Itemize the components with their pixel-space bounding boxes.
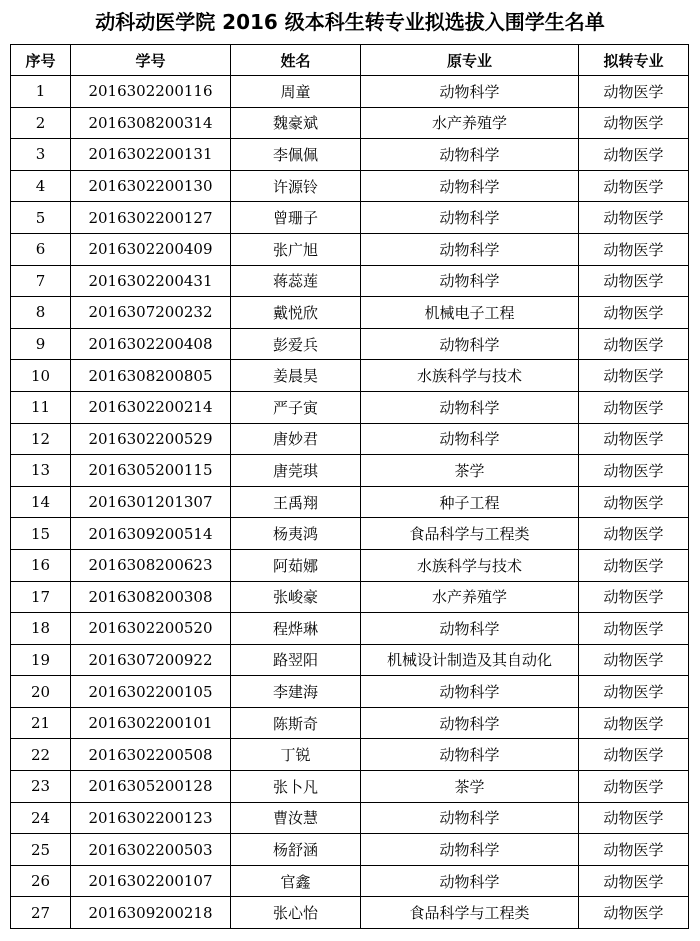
cell-original-major: 水族科学与技术 bbox=[361, 360, 579, 392]
cell-target-major: 动物医学 bbox=[579, 549, 689, 581]
cell-seq: 22 bbox=[11, 739, 71, 771]
cell-name: 程烨琳 bbox=[231, 613, 361, 645]
cell-target-major: 动物医学 bbox=[579, 771, 689, 803]
table-row bbox=[11, 771, 689, 803]
cell-target-major: 动物医学 bbox=[579, 739, 689, 771]
cell-name: 蒋蕊莲 bbox=[231, 265, 361, 297]
table-row bbox=[11, 581, 689, 613]
cell-student-id: 2016307200232 bbox=[71, 297, 231, 329]
page-title: 动科动医学院 2016 级本科生转专业拟选拔入围学生名单 bbox=[95, 10, 605, 34]
cell-original-major: 动物科学 bbox=[361, 739, 579, 771]
cell-name: 张卜凡 bbox=[231, 771, 361, 803]
cell-student-id: 2016302200529 bbox=[71, 423, 231, 455]
cell-original-major: 水族科学与技术 bbox=[361, 549, 579, 581]
cell-student-id: 2016302200508 bbox=[71, 739, 231, 771]
cell-seq: 6 bbox=[11, 233, 71, 265]
cell-name: 曾珊子 bbox=[231, 202, 361, 234]
cell-seq: 16 bbox=[11, 549, 71, 581]
cell-student-id: 2016302200123 bbox=[71, 802, 231, 834]
table-row bbox=[11, 834, 689, 866]
table-row bbox=[11, 676, 689, 708]
cell-seq: 13 bbox=[11, 455, 71, 487]
cell-target-major: 动物医学 bbox=[579, 865, 689, 897]
table-row bbox=[11, 107, 689, 139]
cell-original-major: 食品科学与工程类 bbox=[361, 897, 579, 929]
cell-original-major: 机械设计制造及其自动化 bbox=[361, 644, 579, 676]
cell-original-major: 动物科学 bbox=[361, 233, 579, 265]
cell-student-id: 2016302200101 bbox=[71, 707, 231, 739]
cell-target-major: 动物医学 bbox=[579, 676, 689, 708]
cell-original-major: 动物科学 bbox=[361, 170, 579, 202]
cell-target-major: 动物医学 bbox=[579, 391, 689, 423]
table-row bbox=[11, 360, 689, 392]
cell-target-major: 动物医学 bbox=[579, 233, 689, 265]
cell-target-major: 动物医学 bbox=[579, 802, 689, 834]
cell-name: 许源铃 bbox=[231, 170, 361, 202]
table-row bbox=[11, 518, 689, 550]
cell-target-major: 动物医学 bbox=[579, 297, 689, 329]
cell-target-major: 动物医学 bbox=[579, 107, 689, 139]
table-row bbox=[11, 139, 689, 171]
cell-original-major: 动物科学 bbox=[361, 613, 579, 645]
cell-name: 严子寅 bbox=[231, 391, 361, 423]
cell-student-id: 2016308200805 bbox=[71, 360, 231, 392]
table-row bbox=[11, 297, 689, 329]
cell-student-id: 2016308200314 bbox=[71, 107, 231, 139]
cell-target-major: 动物医学 bbox=[579, 897, 689, 929]
cell-seq: 18 bbox=[11, 613, 71, 645]
cell-target-major: 动物医学 bbox=[579, 328, 689, 360]
cell-target-major: 动物医学 bbox=[579, 707, 689, 739]
cell-name: 陈斯奇 bbox=[231, 707, 361, 739]
table-row bbox=[11, 170, 689, 202]
cell-student-id: 2016308200308 bbox=[71, 581, 231, 613]
cell-student-id: 2016302200431 bbox=[71, 265, 231, 297]
cell-original-major: 动物科学 bbox=[361, 391, 579, 423]
cell-original-major: 动物科学 bbox=[361, 76, 579, 108]
cell-seq: 19 bbox=[11, 644, 71, 676]
table-row bbox=[11, 455, 689, 487]
cell-target-major: 动物医学 bbox=[579, 170, 689, 202]
cell-original-major: 茶学 bbox=[361, 771, 579, 803]
cell-student-id: 2016302200214 bbox=[71, 391, 231, 423]
cell-seq: 23 bbox=[11, 771, 71, 803]
header-name: 姓名 bbox=[231, 45, 361, 76]
table-row bbox=[11, 897, 689, 929]
cell-name: 杨夷鸿 bbox=[231, 518, 361, 550]
cell-student-id: 2016307200922 bbox=[71, 644, 231, 676]
cell-student-id: 2016302200105 bbox=[71, 676, 231, 708]
cell-name: 官鑫 bbox=[231, 865, 361, 897]
cell-seq: 21 bbox=[11, 707, 71, 739]
cell-original-major: 动物科学 bbox=[361, 265, 579, 297]
cell-seq: 11 bbox=[11, 391, 71, 423]
cell-target-major: 动物医学 bbox=[579, 139, 689, 171]
table-row bbox=[11, 549, 689, 581]
cell-name: 曹汝慧 bbox=[231, 802, 361, 834]
cell-student-id: 2016305200128 bbox=[71, 771, 231, 803]
cell-seq: 9 bbox=[11, 328, 71, 360]
cell-original-major: 食品科学与工程类 bbox=[361, 518, 579, 550]
cell-target-major: 动物医学 bbox=[579, 76, 689, 108]
cell-student-id: 2016301201307 bbox=[71, 486, 231, 518]
cell-name: 周童 bbox=[231, 76, 361, 108]
cell-original-major: 动物科学 bbox=[361, 423, 579, 455]
cell-student-id: 2016302200408 bbox=[71, 328, 231, 360]
cell-name: 李建海 bbox=[231, 676, 361, 708]
cell-name: 路翌阳 bbox=[231, 644, 361, 676]
cell-original-major: 动物科学 bbox=[361, 139, 579, 171]
cell-student-id: 2016302200503 bbox=[71, 834, 231, 866]
cell-student-id: 2016302200409 bbox=[71, 233, 231, 265]
header-original-major: 原专业 bbox=[361, 45, 579, 76]
table-row bbox=[11, 233, 689, 265]
cell-original-major: 动物科学 bbox=[361, 802, 579, 834]
cell-seq: 27 bbox=[11, 897, 71, 929]
cell-name: 张广旭 bbox=[231, 233, 361, 265]
cell-seq: 8 bbox=[11, 297, 71, 329]
table-row bbox=[11, 739, 689, 771]
table-row bbox=[11, 391, 689, 423]
cell-seq: 15 bbox=[11, 518, 71, 550]
cell-seq: 2 bbox=[11, 107, 71, 139]
cell-target-major: 动物医学 bbox=[579, 644, 689, 676]
cell-seq: 1 bbox=[11, 76, 71, 108]
cell-seq: 4 bbox=[11, 170, 71, 202]
table-row bbox=[11, 202, 689, 234]
cell-name: 张心怡 bbox=[231, 897, 361, 929]
cell-target-major: 动物医学 bbox=[579, 265, 689, 297]
cell-seq: 12 bbox=[11, 423, 71, 455]
cell-student-id: 2016302200131 bbox=[71, 139, 231, 171]
cell-seq: 26 bbox=[11, 865, 71, 897]
cell-original-major: 茶学 bbox=[361, 455, 579, 487]
cell-seq: 17 bbox=[11, 581, 71, 613]
cell-target-major: 动物医学 bbox=[579, 423, 689, 455]
cell-target-major: 动物医学 bbox=[579, 581, 689, 613]
cell-name: 彭爱兵 bbox=[231, 328, 361, 360]
cell-seq: 5 bbox=[11, 202, 71, 234]
cell-seq: 14 bbox=[11, 486, 71, 518]
cell-name: 阿茹娜 bbox=[231, 549, 361, 581]
cell-target-major: 动物医学 bbox=[579, 455, 689, 487]
header-student-id: 学号 bbox=[71, 45, 231, 76]
cell-student-id: 2016302200127 bbox=[71, 202, 231, 234]
cell-name: 李佩佩 bbox=[231, 139, 361, 171]
cell-name: 姜晨昊 bbox=[231, 360, 361, 392]
cell-original-major: 动物科学 bbox=[361, 834, 579, 866]
cell-name: 张峻豪 bbox=[231, 581, 361, 613]
cell-student-id: 2016305200115 bbox=[71, 455, 231, 487]
table-row bbox=[11, 802, 689, 834]
cell-original-major: 动物科学 bbox=[361, 707, 579, 739]
header-target-major: 拟转专业 bbox=[579, 45, 689, 76]
cell-target-major: 动物医学 bbox=[579, 360, 689, 392]
cell-original-major: 种子工程 bbox=[361, 486, 579, 518]
cell-seq: 25 bbox=[11, 834, 71, 866]
cell-target-major: 动物医学 bbox=[579, 518, 689, 550]
table-row bbox=[11, 76, 689, 108]
cell-student-id: 2016308200623 bbox=[71, 549, 231, 581]
cell-original-major: 水产养殖学 bbox=[361, 581, 579, 613]
cell-student-id: 2016309200514 bbox=[71, 518, 231, 550]
cell-student-id: 2016302200130 bbox=[71, 170, 231, 202]
table-body bbox=[11, 76, 689, 929]
table-row bbox=[11, 644, 689, 676]
cell-seq: 24 bbox=[11, 802, 71, 834]
cell-student-id: 2016302200116 bbox=[71, 76, 231, 108]
cell-student-id: 2016309200218 bbox=[71, 897, 231, 929]
cell-original-major: 机械电子工程 bbox=[361, 297, 579, 329]
table-row bbox=[11, 265, 689, 297]
cell-seq: 10 bbox=[11, 360, 71, 392]
table-row bbox=[11, 328, 689, 360]
table-header-row bbox=[11, 45, 689, 76]
cell-seq: 3 bbox=[11, 139, 71, 171]
table-row bbox=[11, 613, 689, 645]
cell-original-major: 水产养殖学 bbox=[361, 107, 579, 139]
cell-name: 唐妙君 bbox=[231, 423, 361, 455]
table-row bbox=[11, 486, 689, 518]
cell-target-major: 动物医学 bbox=[579, 834, 689, 866]
student-list-table bbox=[10, 44, 689, 929]
table-row bbox=[11, 423, 689, 455]
cell-name: 杨舒涵 bbox=[231, 834, 361, 866]
cell-target-major: 动物医学 bbox=[579, 202, 689, 234]
header-seq: 序号 bbox=[11, 45, 71, 76]
cell-student-id: 2016302200107 bbox=[71, 865, 231, 897]
cell-original-major: 动物科学 bbox=[361, 676, 579, 708]
cell-student-id: 2016302200520 bbox=[71, 613, 231, 645]
table-row bbox=[11, 865, 689, 897]
cell-original-major: 动物科学 bbox=[361, 202, 579, 234]
cell-original-major: 动物科学 bbox=[361, 865, 579, 897]
cell-name: 唐莞琪 bbox=[231, 455, 361, 487]
cell-seq: 7 bbox=[11, 265, 71, 297]
table-row bbox=[11, 707, 689, 739]
cell-target-major: 动物医学 bbox=[579, 486, 689, 518]
cell-original-major: 动物科学 bbox=[361, 328, 579, 360]
cell-name: 魏豪斌 bbox=[231, 107, 361, 139]
cell-target-major: 动物医学 bbox=[579, 613, 689, 645]
cell-name: 丁锐 bbox=[231, 739, 361, 771]
cell-seq: 20 bbox=[11, 676, 71, 708]
cell-name: 王禹翔 bbox=[231, 486, 361, 518]
cell-name: 戴悦欣 bbox=[231, 297, 361, 329]
